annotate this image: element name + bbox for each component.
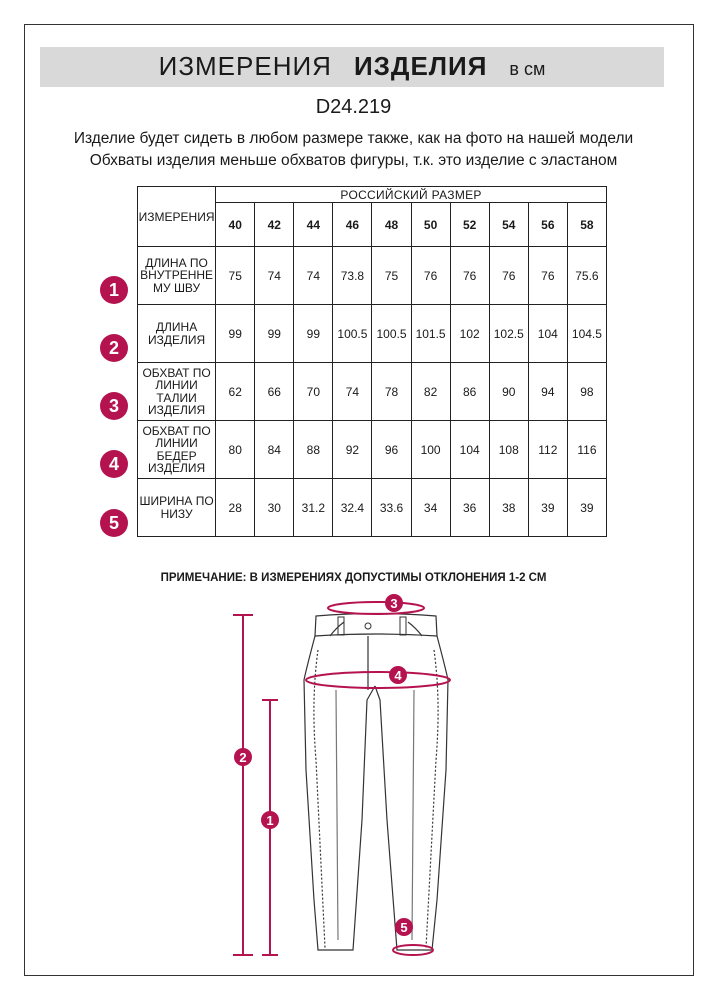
tolerance-remark: ПРИМЕЧАНИЕ: В ИЗМЕРЕНИЯХ ДОПУСТИМЫ ОТКЛОНЕНИЯ 1-2 СМ (160, 572, 547, 584)
front-crease-right (412, 690, 414, 940)
value-cell: 32.4 (333, 479, 372, 537)
measurement-label-line: ДЛИНА (155, 320, 198, 334)
hip-loop-4 (306, 672, 450, 688)
value-cell: 70 (294, 363, 333, 421)
waist-button (365, 623, 371, 629)
row-number-badge: 4 (100, 450, 128, 478)
value-cell: 75 (216, 247, 255, 305)
size-header-cell: 40 (216, 203, 255, 247)
value-cell: 99 (294, 305, 333, 363)
value-cell: 101.5 (411, 305, 450, 363)
value-cell: 102.5 (489, 305, 528, 363)
value-cell: 80 (216, 421, 255, 479)
diagram-marker-4-label: 4 (394, 668, 402, 683)
value-cell: 74 (294, 247, 333, 305)
measurement-label-line: ИЗДЕЛИЯ (147, 332, 206, 347)
measurement-label-line: МУ ШВУ (152, 280, 201, 295)
size-header-cell: 48 (372, 203, 411, 247)
value-cell: 76 (450, 247, 489, 305)
value-cell: 116 (567, 421, 606, 479)
value-cell: 102 (450, 305, 489, 363)
value-cell: 98 (567, 363, 606, 421)
value-cell: 104.5 (567, 305, 606, 363)
size-header-cell: 50 (411, 203, 450, 247)
value-cell: 99 (216, 305, 255, 363)
value-cell: 96 (372, 421, 411, 479)
size-header-cell: 56 (528, 203, 567, 247)
size-header-cell: 42 (255, 203, 294, 247)
article-code: D24.219 (315, 96, 392, 118)
value-cell: 74 (333, 363, 372, 421)
measurement-label-line: ДЛИНА ПО (145, 255, 208, 270)
value-cell: 90 (489, 363, 528, 421)
trousers-outline (304, 614, 448, 951)
value-cell: 104 (450, 421, 489, 479)
value-cell: 62 (216, 363, 255, 421)
value-cell: 104 (528, 305, 567, 363)
measurement-label-line: ИЗДЕЛИЯ (147, 403, 206, 417)
value-cell: 39 (567, 479, 606, 537)
measurement-label-line: ОБХВАТ ПО (142, 423, 211, 438)
value-cell: 76 (411, 247, 450, 305)
value-cell: 66 (255, 363, 294, 421)
front-crease-left (336, 690, 338, 940)
title-measurements: ИЗМЕРЕНИЯ (158, 51, 332, 81)
measurement-label-line: ТАЛИИ (156, 390, 197, 405)
length-line-2 (233, 615, 253, 955)
diagram-marker-2-label: 2 (239, 750, 247, 765)
value-cell: 28 (216, 479, 255, 537)
size-header-cell: 58 (567, 203, 606, 247)
measurement-label-line: ЛИНИИ (155, 378, 198, 392)
diagram-marker-5 (395, 918, 413, 936)
row-number-badge: 1 (100, 276, 128, 304)
value-cell: 39 (528, 479, 567, 537)
diagram-marker-1 (261, 811, 279, 829)
row-number-badge: 3 (100, 392, 128, 420)
measure-header: ИЗМЕРЕНИЯ (138, 187, 216, 247)
value-cell: 74 (255, 247, 294, 305)
elastane-note: Обхваты изделия меньше обхватов фигуры, т.к. это изделие с эластаном (89, 152, 618, 169)
russian-size-header: РОССИЙСКИЙ РАЗМЕР (216, 187, 607, 203)
value-cell: 75.6 (567, 247, 606, 305)
value-cell: 73.8 (333, 247, 372, 305)
measurement-label-line: ИЗДЕЛИЯ (147, 461, 206, 475)
measurement-label-line: ШИРИНА ПО (139, 494, 214, 508)
value-cell: 38 (489, 479, 528, 537)
value-cell: 36 (450, 479, 489, 537)
diagram-marker-1-label: 1 (266, 813, 274, 828)
measurement-label-line: ЛИНИИ (155, 436, 198, 450)
value-cell: 76 (489, 247, 528, 305)
value-cell: 99 (255, 305, 294, 363)
title-item: ИЗДЕЛИЯ (353, 51, 488, 81)
value-cell: 108 (489, 421, 528, 479)
size-header-cell: 46 (333, 203, 372, 247)
measurement-label-line: ОБХВАТ ПО (142, 365, 211, 380)
value-cell: 94 (528, 363, 567, 421)
value-cell: 112 (528, 421, 567, 479)
value-cell: 100.5 (333, 305, 372, 363)
value-cell: 76 (528, 247, 567, 305)
measurement-label-line: ВНУТРЕННЕ (140, 268, 214, 283)
size-header-cell: 52 (450, 203, 489, 247)
fit-note: Изделие будет сидеть в любом размере также, как на фото на нашей модели (73, 130, 634, 147)
belt-loop-right (400, 617, 406, 635)
value-cell: 31.2 (294, 479, 333, 537)
title-unit: в см (509, 59, 546, 79)
measurement-label-line: НИЗУ (160, 506, 193, 521)
value-cell: 75 (372, 247, 411, 305)
value-cell: 34 (411, 479, 450, 537)
value-cell: 30 (255, 479, 294, 537)
row-number-badge: 2 (100, 334, 128, 362)
diagram-marker-3 (385, 594, 403, 612)
value-cell: 82 (411, 363, 450, 421)
row-number-badge: 5 (100, 509, 128, 537)
size-header-cell: 54 (489, 203, 528, 247)
value-cell: 92 (333, 421, 372, 479)
value-cell: 84 (255, 421, 294, 479)
value-cell: 86 (450, 363, 489, 421)
left-pocket (330, 622, 344, 636)
diagram-marker-5-label: 5 (400, 920, 408, 935)
diagram-marker-4 (389, 666, 407, 684)
measurement-label-line: БЕДЕР (156, 448, 197, 463)
value-cell: 100 (411, 421, 450, 479)
value-cell: 100.5 (372, 305, 411, 363)
right-pocket (408, 622, 422, 636)
diagram-marker-3-label: 3 (390, 596, 398, 611)
waist-loop-3 (328, 602, 424, 614)
size-header-cell: 44 (294, 203, 333, 247)
value-cell: 88 (294, 421, 333, 479)
value-cell: 78 (372, 363, 411, 421)
diagram-marker-2 (234, 748, 252, 766)
value-cell: 33.6 (372, 479, 411, 537)
left-side-stitch (314, 650, 325, 948)
